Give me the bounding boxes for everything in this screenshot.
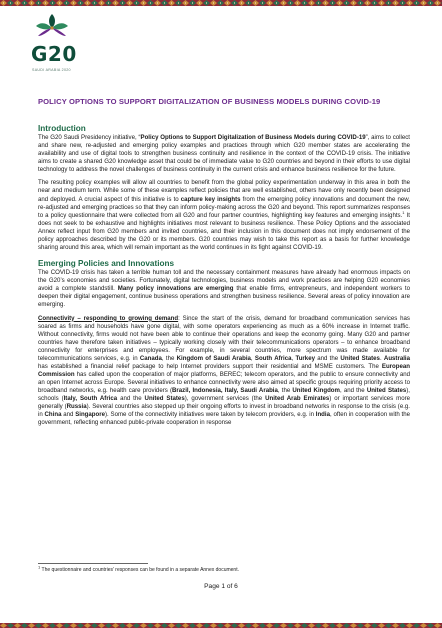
page-number: Page 1 of 6 xyxy=(204,583,238,590)
emerging-policies-heading: Emerging Policies and Innovations xyxy=(38,258,175,268)
document-title: POLICY OPTIONS TO SUPPORT DIGITALIZATION OF BUSINESS MODELS DURING COVID-19 xyxy=(38,97,381,106)
g20-emblem-icon xyxy=(28,10,88,44)
introduction-heading: Introduction xyxy=(38,123,86,133)
logo-wordmark: G20 xyxy=(31,42,77,66)
g20-logo xyxy=(28,10,88,88)
connectivity-lead: Connectivity – responding to growing demand xyxy=(38,314,179,322)
intro-paragraph-2: The resulting policy examples will allow all countries to benefit from the global policy experimentation underway in this area in both the near and medium term. While some of these examples reflect policies that are well established, others have only recently been designed and deployed. A crucial aspect of this initiative is to capture key insights from the emerging policy innovations and document the new, re-adjusted and emerging practices so that they can inform policy-making across the G20 and beyond. This report summarizes responses to a policy questionnaire that were collected from all G20 and four partner countries, highlighting key features and emerging insights.$^1$ It does not seek to be exhaustive and highlights initiatives most relevant to business resilience. These Policy Options and the associated Annex reflect input from G20 members and invited countries, and their inclusion in this document does not imply endorsement of the policy approaches described by the G20 or its members. G20 countries may wish to take this report as a basis for further knowledge sharing around this area, which will remain important as the world continues in its fight against COVID-19. xyxy=(38,179,410,251)
intro-paragraph-1: The G20 Saudi Presidency initiative, “Policy Options to Support Digitalization of Business Models during COVID-19”, aims to collect and share new, re-adjusted and emerging policy examples and practices through which G20 member states are accelerating the availability and use of digital tools to strengthen business continuity and resilience in the context of the COVID-19 crisis. The initiative aims to create a shared G20 knowledge asset that could be of immediate value to G20 countries and beyond in their efforts to use digital technology to address the novel challenges of business continuity in the current crisis and enhance business resilience for the future. xyxy=(38,133,410,173)
footnote-reference[interactable]: 1 xyxy=(402,209,405,215)
emerging-paragraph-1: The COVID-19 crisis has taken a terrible human toll and the necessary containment measures have already had enormous impacts on the G20’s economies and societies. Fortunately, digital technologies, business models and work practices are helping G20 economies avoid a complete standstill. Many policy innovations are emerging that enable firms, entrepreneurs, and independent workers to deepen their digital engagement, continue business operations and strengthen business resilience. Several areas of policy innovation are emerging. xyxy=(38,268,410,309)
decorative-bottom-band xyxy=(0,623,442,628)
document-body xyxy=(38,97,410,427)
connectivity-paragraph: Connectivity – responding to growing demand: Since the start of the crisis, demand for broadband communication services has soared as firms and households have gone digital, with some operators experiencing as much as a 60% increase in Internet traffic. Without connectivity, firms would not have been able to continue their operations and keep the economy going. Many G20 and partner countries have therefore taken initiatives – typically working closely with their telecommunications operators – to enhance broadband connectivity for enterprises and employees. For example, in several countries, more spectrum was made available for telecommunications services, e.g. in Canada, the Kingdom of Saudi Arabia, South Africa, Turkey and the United States. Australia has established a financial relief package to help Internet providers support their residential and MSME customers. The European Commission has called upon the cooperation of major platforms, BEREC; telecom operators, and the public to ensure connectivity and an open Internet across Europe. Several initiatives to enhance connectivity were also aimed at specific groups requiring priority access to broadband networks, e.g. health care providers (Brazil, Indonesia, Italy, Saudi Arabia, the United Kingdom, and the United States), schools (Italy, South Africa and the United States), government services (the United Arab Emirates) or important services more generally (Russia). Several countries also stepped up their ongoing efforts to invest in broadband networks in response to the crisis (e.g. in China and Singapore). Some of the connectivity initiatives were taken by telecom providers, e.g. in India, often in cooperation with the government, reflecting enhanced public-private cooperation in response xyxy=(38,314,411,427)
footnote-divider xyxy=(38,563,148,564)
decorative-top-band xyxy=(0,0,442,6)
logo-subtext: SAUDI ARABIA 2020 xyxy=(32,68,71,72)
footnote: $^1$ The questionnaire and countries’ responses can be found in a separate Annex document. xyxy=(38,564,239,573)
